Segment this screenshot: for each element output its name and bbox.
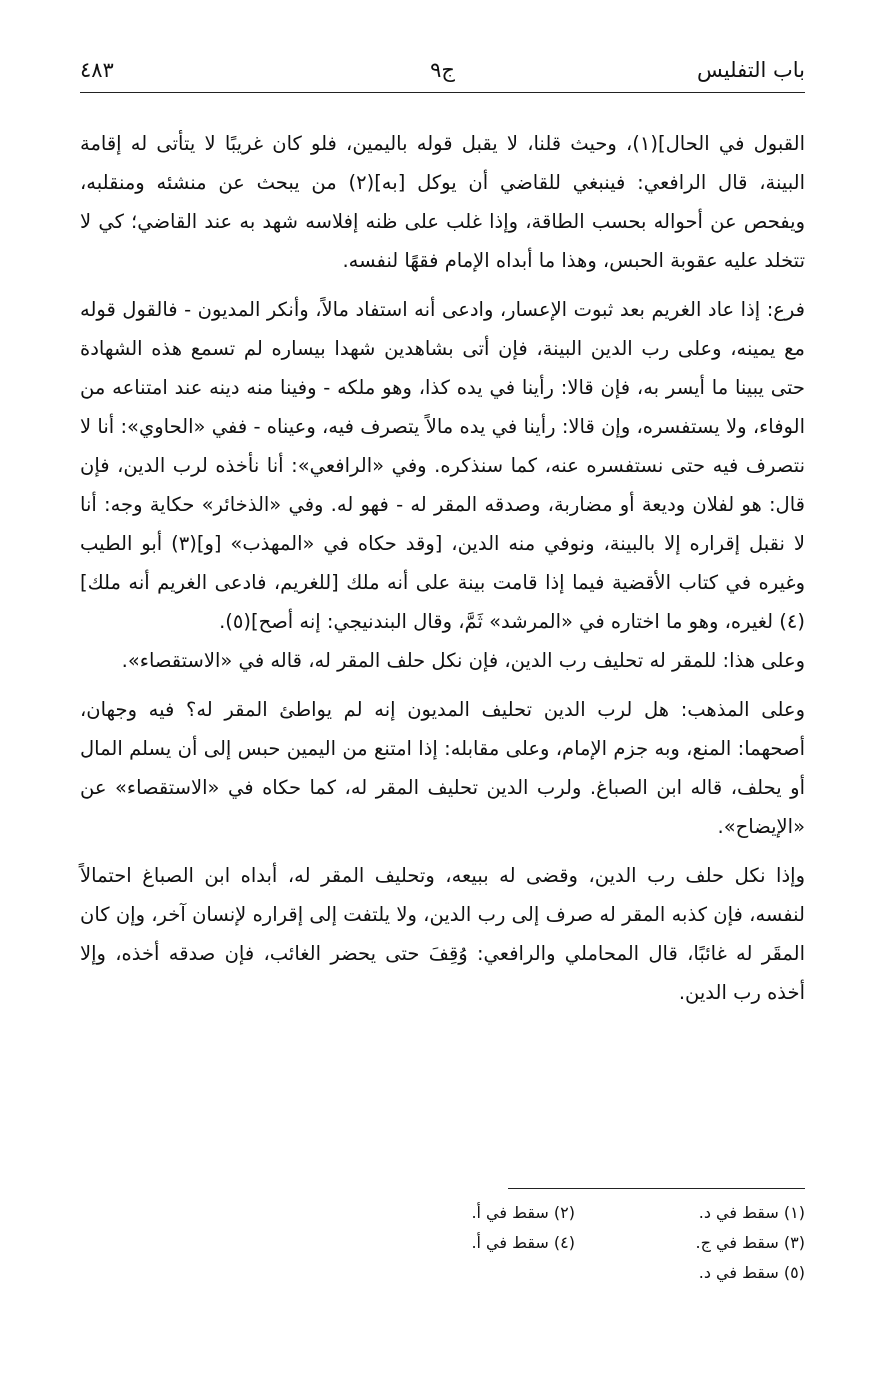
footnote-rule [508, 1188, 805, 1189]
footnote [575, 1258, 805, 1288]
footnote [575, 1198, 805, 1228]
header-rule [80, 92, 805, 93]
footnote-row [300, 1258, 805, 1288]
footnotes [300, 1198, 805, 1288]
page-number: ٤٨٣ [80, 58, 114, 82]
paragraph: وعلى المذهب: هل لرب الدين تحليف المديون إنه لم يواطئ المقر له؟ فيه وجهان، أصحهما: المنع، وبه جزم الإمام، وعلى مقابله: إذا امتنع من اليمين حبس إلى أن يسلم المال أو يحلف، قاله ابن الصباغ. ولرب الدين تحليف المقر له، كما حكاه في «الاستقصاء» عن «الإيضاح». [80, 698, 805, 838]
footnote-marker: (١) [783, 1203, 805, 1222]
footnote-marker: (٣) [783, 1233, 805, 1252]
footnote-marker: (٢) [553, 1203, 575, 1222]
footnote-text: سقط في د. [698, 1263, 779, 1282]
paragraph: وعلى هذا: للمقر له تحليف رب الدين، فإن نكل حلف المقر له، قاله في «الاستقصاء». [121, 649, 805, 672]
paragraph: وإذا نكل حلف رب الدين، وقضى له ببيعه، وتحليف المقر له، أبداه ابن الصباغ احتمالاً لنفسه، فإن كذبه المقر له صرف إلى رب الدين، ولا يلتفت إلى إقراره لإنسان آخر، وإن كان المقَر له غائبًا، قال المحاملي والرافعي: وُقِفَ حتى يحضر الغائب، فإن صدقه أخذه، وإلا أخذه رب الدين. [80, 864, 805, 1004]
footnote-marker: (٥) [783, 1263, 805, 1282]
footnote-text: سقط في أ. [471, 1233, 549, 1252]
running-header [80, 56, 805, 90]
footnote-text: سقط في د. [698, 1203, 779, 1222]
footnote-marker: (٤) [553, 1233, 575, 1252]
footnote-text: سقط في أ. [471, 1203, 549, 1222]
footnote [345, 1198, 575, 1228]
chapter-title: باب التفليس [697, 58, 805, 82]
footnote-row [300, 1228, 805, 1258]
main-text [80, 124, 805, 1022]
footnote-row [300, 1198, 805, 1228]
footnote [345, 1228, 575, 1258]
footnote [575, 1228, 805, 1258]
paragraph: القبول في الحال](١)، وحيث قلنا، لا يقبل قوله باليمين، فلو كان غريبًا لا يتأتى له إقامة البينة، قال الرافعي: فينبغي للقاضي أن يوكل [به](٢) من يبحث عن منشئه ومنقلبه، ويفحص عن أحواله بحسب الطاقة، وإذا غلب على ظنه إفلاسه شهد به عند القاضي؛ كي لا تتخلد عليه عقوبة الحبس، وهذا ما أبداه الإمام فقهًا لنفسه. [80, 132, 805, 272]
volume-label: ج٩ [430, 58, 455, 82]
paragraph: فرع: إذا عاد الغريم بعد ثبوت الإعسار، وادعى أنه استفاد مالاً، وأنكر المديون - فالقول قوله مع يمينه، وعلى رب الدين البينة، فإن أتى بشاهدين شهدا بيساره لم تسمع هذه الشهادة حتى يبينا ما أيسر به، فإن قالا: رأينا في يده كذا، وهو ملكه - وفينا منه دينه عند امتناعه من الوفاء، ولا يستفسره، وإن قالا: رأينا في يده مالاً يتصرف فيه، وعيناه - ففي «الحاوي»: أنا لا نتصرف فيه حتى نستفسره عنه، كما سنذكره. وفي «الرافعي»: أنا نأخذه لرب الدين، فإن قال: هو لفلان وديعة أو مضاربة، وصدقه المقر له - فهو له. وفي «الذخائر» حكاية وجه: أنا لا نقبل إقراره إلا بالبينة، ونوفي منه الدين، [وقد حكاه في «المهذب» [و](٣) أبو الطيب وغيره في كتاب الأقضية فيما إذا قامت بينة على أنه ملك [للغريم، فادعى الغريم أنه ملك](٤) لغيره، وهو ما اختاره في «المرشد» ثَمَّ، وقال البندنيجي: إنه أصح](٥). [80, 298, 805, 633]
footnote-text: سقط في ج. [695, 1233, 779, 1252]
